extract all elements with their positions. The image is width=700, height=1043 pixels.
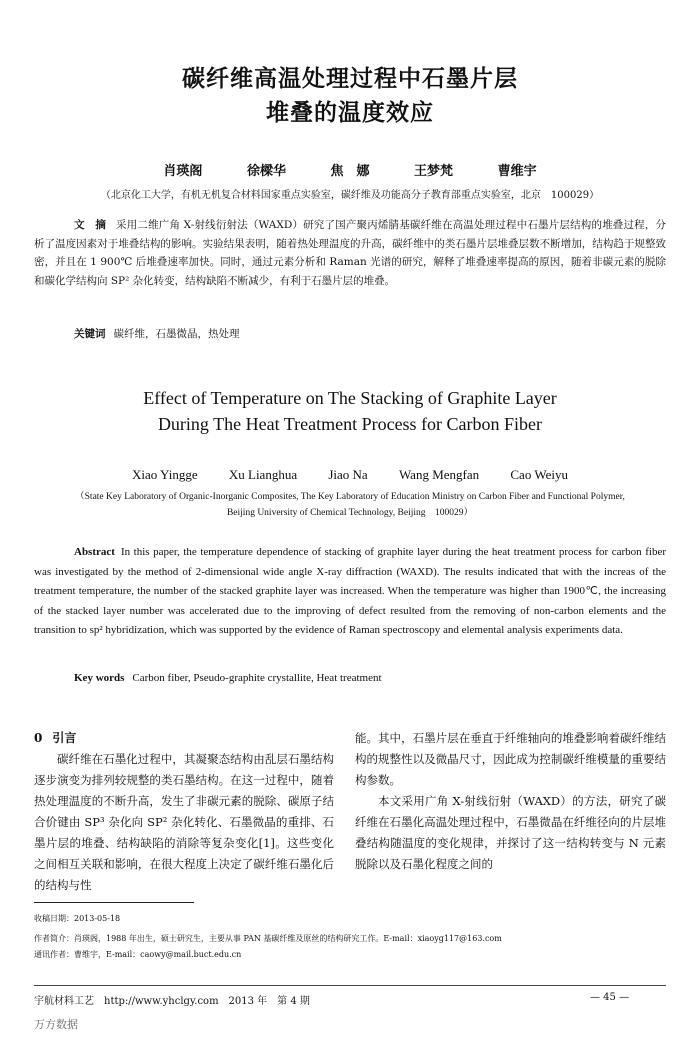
footnote-received: 收稿日期：2013-05-18 [34, 914, 121, 923]
watermark: 万方数据 [34, 1018, 78, 1031]
en-abstract-text: In this paper, the temperature dependence of stacking of graphite layer during the heat treatment process for carbon fiber was investigated by the method of 2-dimensional wide angle X-ray diffraction (WAXD). The results indicated that with the increas of the treatment temperature, the number of the stacked graphite layer was increased. When the temperature was higher than 1900℃, the increasing of the stacked layer number was accelerated due to the improving of defect resulted from the removing of non-carbon elements and the transition to sp² hybridization, which was supported by the evidence of Raman spectroscopy and elemental analysis experiments data. [34, 546, 666, 636]
cn-author: 焦 娜 [330, 164, 370, 179]
section-number: 0 [34, 731, 43, 745]
en-author: Cao Weiyu [510, 467, 568, 482]
cn-author: 徐樑华 [246, 164, 286, 179]
en-abstract [34, 543, 666, 641]
cn-abstract [34, 216, 666, 290]
body-left-column [34, 728, 334, 896]
section-title: 引言 [52, 731, 77, 745]
footnote-divider [34, 902, 194, 903]
cn-author: 肖瑛阁 [163, 164, 203, 179]
en-author: Xu Lianghua [228, 467, 298, 482]
footnote-author-bio: 作者简介：肖瑛阁，1988 年出生，硕士研究生，主要从事 PAN 基碳纤维及原丝的结构研究工作。E-mail：xiaoyg117@163.com [34, 934, 502, 943]
cn-keywords [74, 326, 240, 341]
en-keywords [74, 672, 382, 684]
body-right-column [355, 728, 666, 875]
cn-keywords-label: 关键词 [74, 328, 106, 340]
cn-affiliation: （北京化工大学，有机无机复合材料国家重点实验室，碳纤维及功能高分子教育部重点实验室，北京 100029） [100, 190, 600, 201]
section-heading [34, 728, 334, 749]
cn-authors [0, 160, 700, 179]
journal-info: 宇航材料工艺 http://www.yhclgy.com 2013 年 第 4 期 [34, 996, 310, 1007]
cn-keywords-text: 碳纤维，石墨微晶，热处理 [113, 328, 240, 340]
en-abstract-label: Abstract [74, 546, 115, 558]
cn-author: 王梦梵 [414, 164, 454, 179]
footer-divider [34, 985, 666, 986]
body-paragraph: 能。其中，石墨片层在垂直于纤维轴向的堆叠影响着碳纤维结构的规整性以及微晶尺寸，因此成为控制碳纤维模量的重要结构参数。 [355, 731, 666, 787]
cn-title-line2: 堆叠的温度效应 [266, 99, 434, 126]
en-keywords-text: Carbon fiber, Pseudo-graphite crystallite, Heat treatment [132, 672, 382, 684]
body-paragraph: 本文采用广角 X-射线衍射（WAXD）的方法，研究了碳纤维在石墨化高温处理过程中，石墨微晶在纤维径向的片层堆叠结构随温度的变化规律，并探讨了这一结构转变与 N 元素脱除以及石墨化程度之间的 [355, 794, 666, 871]
en-authors [0, 467, 700, 483]
en-author: Xiao Yingge [132, 467, 198, 482]
en-title-line1: Effect of Temperature on The Stacking of Graphite Layer [143, 388, 557, 408]
en-affiliation: （State Key Laboratory of Organic-Inorganic Composites, The Key Laboratory of Education Ministry on Carbon Fiber and Functional Polymer, Beijing University of Chemical Technology, Beijing 100029） [75, 492, 625, 518]
body-paragraph: 碳纤维在石墨化过程中，其凝聚态结构由乱层石墨结构逐步演变为排列较规整的类石墨结构。在这一过程中，随着热处理温度的不断升高，发生了非碳元素的脱除、碳原子结合价键由 SP³ 杂化向 SP² 杂化转化、石墨微晶的重排、石墨片层的堆叠、结构缺陷的消除等复杂变化[1]。这些变化之间相互关联和影响，在很大程度上决定了碳纤维石墨化后的结构与性 [34, 752, 334, 892]
cn-title-line1: 碳纤维高温处理过程中石墨片层 [182, 65, 518, 92]
footnote-corresponding: 通讯作者：曹维宇，E-mail：caowy@mail.buct.edu.cn [34, 950, 242, 959]
en-author: Jiao Na [328, 467, 368, 482]
en-keywords-label: Key words [74, 672, 125, 684]
en-title-line2: During The Heat Treatment Process for Carbon Fiber [157, 414, 543, 434]
cn-abstract-label: 文 摘 [74, 219, 107, 231]
en-author: Wang Mengfan [398, 467, 480, 482]
cn-abstract-text: 采用二维广角 X-射线衍射法（WAXD）研究了国产聚丙烯腈基碳纤维在高温处理过程中石墨片层结构的堆叠过程，分析了温度因素对于堆叠结构的影响。实验结果表明，随着热处理温度的升高，碳纤维中的类石墨片层堆叠层数不断增加，结构趋于规整致密，并且在 1 900℃ 后堆叠速率加快。同时，通过元素分析和 Raman 光谱的研究，解释了堆叠速率提高的原因，随着非碳元素的脱除和碳化学结构向 SP² 杂化转变，结构缺陷不断减少，有利于石墨片层的堆叠。 [34, 219, 667, 287]
cn-author: 曹维宇 [497, 164, 537, 179]
page-number: — 45 — [590, 992, 630, 1003]
